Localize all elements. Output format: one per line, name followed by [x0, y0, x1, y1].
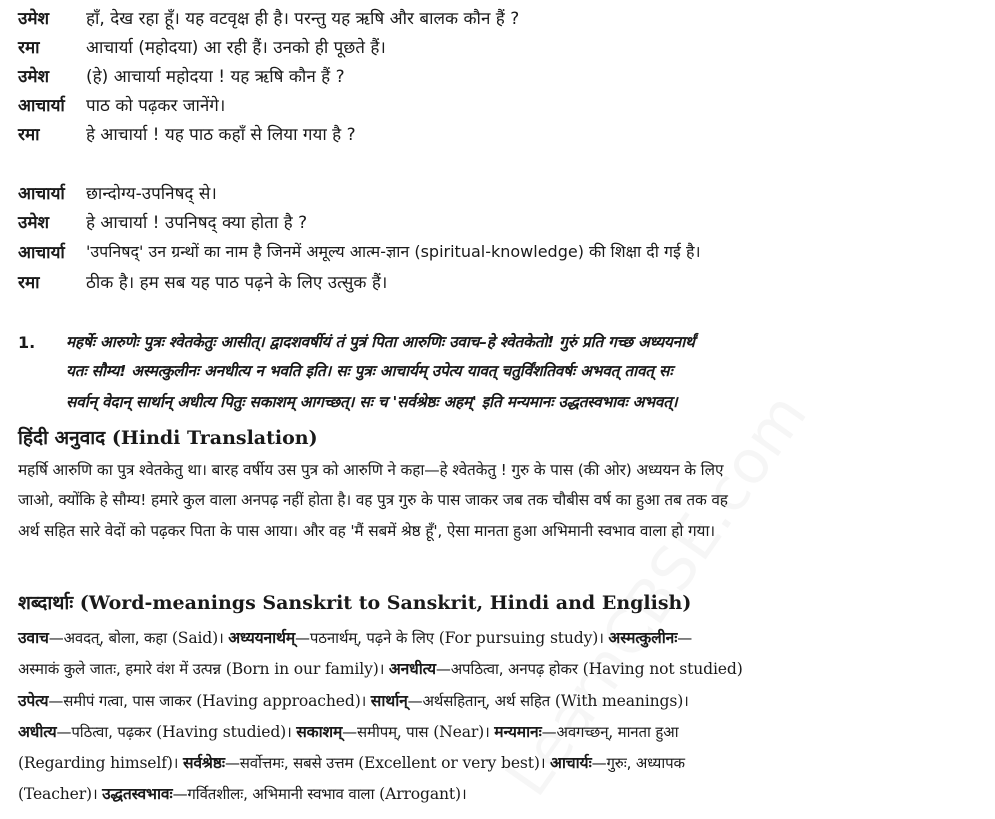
meaning: गुरुः, अध्यापक: [606, 754, 685, 772]
speaker-name: आचार्या: [18, 243, 65, 263]
meaning: अवगच्छन्, मानता हुआ: [556, 723, 679, 741]
heading-hindi: हिंदी अनुवाद: [18, 427, 106, 449]
meaning: पठित्वा, पढ़कर: [71, 723, 152, 741]
word-meanings-line: (Regarding himself)। सर्वश्रेष्ठः—सर्वोत्तमः, सबसे उत्तम (Excellent or very best)। आचार्यः—गुरुः, अध्यापक: [18, 754, 685, 772]
passage-line: महर्षेः आरुणेः पुत्रः श्वेतकेतुः आसीत्। द्वादशवर्षीयं तं पुत्रं पिता आरुणिः उवाच–हे श्वेतकेतो! गुरुं प्रति गच्छ अध्ययनार्थं: [66, 333, 695, 351]
speaker-name: उमेश: [18, 213, 50, 233]
word: सर्वश्रेष्ठः: [182, 754, 225, 772]
english-meaning: (Near): [433, 723, 485, 741]
speaker-name: रमा: [18, 273, 40, 293]
heading-english: (Word-meanings Sanskrit to Sanskrit, Hindi and English): [79, 592, 692, 614]
english-meaning: (Excellent or very best): [358, 754, 540, 772]
dialogue-text: हाँ, देख रहा हूँ। यह वटवृक्ष ही है। परन्तु यह ऋषि और बालक कौन हैं ?: [86, 9, 520, 29]
english-meaning: (Arrogant): [379, 785, 461, 803]
word: आचार्यः: [549, 754, 592, 772]
speaker-name: आचार्या: [18, 96, 65, 116]
translation-line: जाओ, क्योंकि हे सौम्य! हमारे कुल वाला अनपढ़ नहीं होता है। वह पुत्र गुरु के पास जाकर जब तक चौबीस वर्ष का हुआ तब तक वह: [18, 491, 728, 509]
word: मन्यमानः: [494, 723, 542, 741]
meaning: सर्वोत्तमः, सबसे उत्तम: [239, 754, 354, 772]
dialogue-text: ठीक है। हम सब यह पाठ पढ़ने के लिए उत्सुक हैं।: [86, 273, 388, 293]
dialogue-text: (हे) आचार्या महोदया ! यह ऋषि कौन हैं ?: [86, 67, 345, 87]
translation-heading: [18, 424, 318, 450]
word: अनधीत्य: [388, 660, 436, 678]
word-meanings-line: अधीत्य—पठित्वा, पढ़कर (Having studied)। सकाशम्—समीपम्, पास (Near)। मन्यमानः—अवगच्छन्, मानता हुआ: [18, 723, 679, 741]
meaning: गर्वितशीलः, अभिमानी स्वभाव वाला: [187, 785, 375, 803]
speaker-name: आचार्या: [18, 184, 65, 204]
word: उवाच: [18, 629, 49, 647]
speaker-name: रमा: [18, 125, 40, 145]
speaker-name: उमेश: [18, 67, 50, 87]
english-meaning: (Born in our family): [225, 660, 379, 678]
word: सार्थान्: [370, 692, 408, 710]
word: अस्मत्कुलीनः: [608, 629, 678, 647]
word: अधीत्य: [18, 723, 57, 741]
meaning: अवदत्, बोला, कहा: [63, 629, 168, 647]
word-meanings-line: उपेत्य—समीपं गत्वा, पास जाकर (Having approached)। सार्थान्—अर्थसहितान्, अर्थ सहित (With meanings)।: [18, 692, 689, 710]
speaker-name: उमेश: [18, 9, 50, 29]
dialogue-text: हे आचार्या ! यह पाठ कहाँ से लिया गया है ?: [86, 125, 356, 145]
translation-line: अर्थ सहित सारे वेदों को पढ़कर पिता के पास आया। और वह 'मैं सबमें श्रेष्ठ हूँ', ऐसा मानता हुआ अभिमानी स्वभाव वाला हो गया।: [18, 522, 715, 540]
passage-line: सर्वान् वेदान् सार्थान् अधीत्य पितुः सकाशम् आगच्छत्। सः च 'सर्वश्रेष्ठः अहम्' इति मन्यमानः उद्धतस्वभावः अभवत्।: [66, 393, 678, 411]
english-meaning: (With meanings): [554, 692, 684, 710]
english-meaning: (Having studied): [156, 723, 287, 741]
dialogue-text: 'उपनिषद्' उन ग्रन्थों का नाम है जिनमें अमूल्य आत्म-ज्ञान (spiritual-knowledge) की शिक्षा दी गई है।: [86, 242, 701, 261]
english-meaning: (Teacher): [18, 785, 92, 803]
dialogue-text: हे आचार्या ! उपनिषद् क्या होता है ?: [86, 213, 308, 233]
meaning: समीपम्, पास: [357, 723, 429, 741]
english-meaning: (Having approached): [196, 692, 361, 710]
word: सकाशम्: [296, 723, 343, 741]
translation-line: महर्षि आरुणि का पुत्र श्वेतकेतु था। बारह वर्षीय उस पुत्र को आरुणि ने कहा—हे श्वेतकेतु ! गुरु के पास (की ओर) अध्ययन के लिए: [18, 461, 724, 479]
meaning: समीपं गत्वा, पास जाकर: [63, 692, 192, 710]
word-meanings-line: उवाच—अवदत्, बोला, कहा (Said)। अध्ययनार्थम्—पठनार्थम्, पढ़ने के लिए (For pursuing study)। अस्मत्कुलीनः—: [18, 629, 693, 647]
meaning: अर्थसहितान्, अर्थ सहित: [422, 692, 551, 710]
word: उद्धतस्वभावः: [102, 785, 173, 803]
word-meanings-line: अस्माकं कुले जातः, हमारे वंश में उत्पन्न (Born in our family)। अनधीत्य—अपठित्वा, अनपढ़ होकर (Having not studied): [18, 660, 743, 678]
word: अध्ययनार्थम्: [228, 629, 296, 647]
meaning: अस्माकं कुले जातः, हमारे वंश में उत्पन्न: [18, 660, 221, 678]
heading-english: (Hindi Translation): [111, 427, 318, 449]
word-meanings-line: (Teacher)। उद्धतस्वभावः—गर्वितशीलः, अभिमानी स्वभाव वाला (Arrogant)।: [18, 785, 467, 803]
meaning: अपठित्वा, अनपढ़ होकर: [450, 660, 578, 678]
passage-number: 1.: [18, 333, 36, 352]
passage-line: यतः सौम्य! अस्मत्कुलीनः अनधीत्य न भवति इति। सः पुत्रः आचार्यम् उपेत्य यावत् चतुर्विंशतिवर्षः अभवत् तावत् सः: [66, 362, 673, 380]
meaning: पठनार्थम्, पढ़ने के लिए: [309, 629, 434, 647]
word: उपेत्य: [18, 692, 49, 710]
dialogue-text: आचार्या (महोदया) आ रही हैं। उनको ही पूछते हैं।: [86, 38, 386, 58]
dialogue-text: छान्दोग्य-उपनिषद् से।: [86, 184, 217, 204]
english-meaning: (For pursuing study): [438, 629, 599, 647]
english-meaning: (Regarding himself): [18, 754, 173, 772]
dialogue-text: पाठ को पढ़कर जानेंगे।: [86, 96, 226, 116]
word-meanings-heading: [18, 589, 691, 615]
speaker-name: रमा: [18, 38, 40, 58]
english-meaning: (Having not studied): [582, 660, 743, 678]
heading-hindi: शब्दार्थाः: [18, 592, 74, 614]
english-meaning: (Said): [171, 629, 219, 647]
